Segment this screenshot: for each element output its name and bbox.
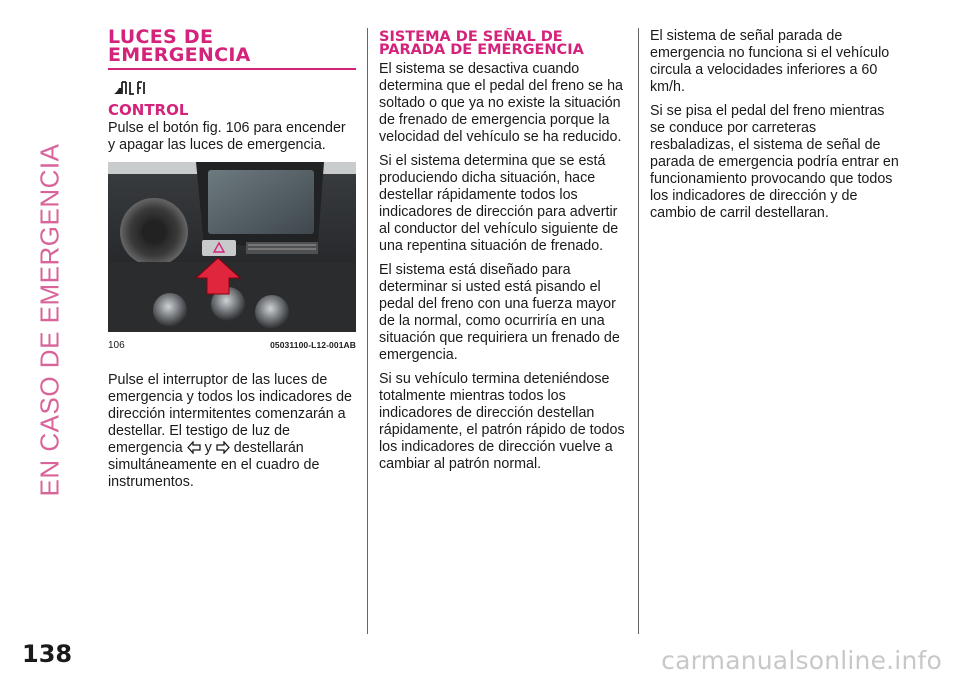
figure-code: 05031100-L12-001AB [270,340,356,350]
hazard-switch-text-b: destellarán simultáneamente en el cuadro de instrumentos. [108,440,320,490]
version-availability-icon [112,78,146,96]
watermark: carmanualsonline.info [661,646,942,675]
column-divider-1 [367,28,368,634]
hazard-icon-joiner: y [204,440,212,456]
title-underline [108,68,356,70]
dashboard-hazard-button-photo [108,162,356,332]
turn-left-arrow-icon [187,441,201,454]
page-number: 138 [22,640,73,668]
figure-number: 106 [108,340,125,351]
paragraph: El sistema está diseñado para determinar si usted está pisando el pedal del freno con una fuerza mayor de la normal, como ocurriría en una situación que requiriera un frenado de emergencia. [379,262,620,363]
left-column [108,28,356,498]
paragraph: Si su vehículo termina deteniéndose totalmente mientras todos los indicadores de dirección destellan rápidamente, el patrón rápido de todos los indicadores de dirección vuelve a cambiar al patrón normal. [379,371,625,472]
control-intro-text: Pulse el botón fig. 106 para encender y apagar las luces de emergencia. [108,120,346,153]
hazard-switch-text-a: Pulse el interruptor de las luces de emergencia y todos los indicadores de dirección intermitentes comenzarán a destellar. El testigo de luz de emergencia [108,372,352,456]
section-title-hazard-lights: LUCES DE EMERGENCIA [108,26,251,66]
subheading-control: CONTROL [108,101,189,119]
paragraph: Si el sistema determina que se está produciendo dicha situación, hace destellar rápidamente todos los indicadores de dirección para advertir al conductor del vehículo siguiente de una repentina situación de frenado. [379,153,619,254]
chapter-side-tab-label: EN CASO DE EMERGENCIA [34,143,65,497]
paragraph: Si se pisa el pedal del freno mientras se conduce por carreteras resbaladizas, el sistema de señal de parada de emergencia podría entrar en funcionamiento provocando que todos los indicadores de dirección y de cambio de carril destellaran. [650,103,899,221]
right-column [650,28,902,229]
figure-caption [108,337,356,354]
hazard-switch-paragraph [108,372,356,491]
middle-column [379,28,629,480]
section-title-emergency-stop-signal: SISTEMA DE SEÑAL DE PARADA DE EMERGENCIA [379,29,584,58]
paragraph: El sistema se desactiva cuando determina que el pedal del freno se ha soltado o que ya no existe la situación de frenado de emergencia porque la velocidad del vehículo se ha reducido. [379,61,624,145]
figure-106 [108,162,356,354]
column-divider-2 [638,28,639,634]
paragraph: El sistema de señal parada de emergencia no funciona si el vehículo circula a velocidades inferiores a 60 km/h. [650,28,890,95]
turn-right-arrow-icon [216,441,230,454]
